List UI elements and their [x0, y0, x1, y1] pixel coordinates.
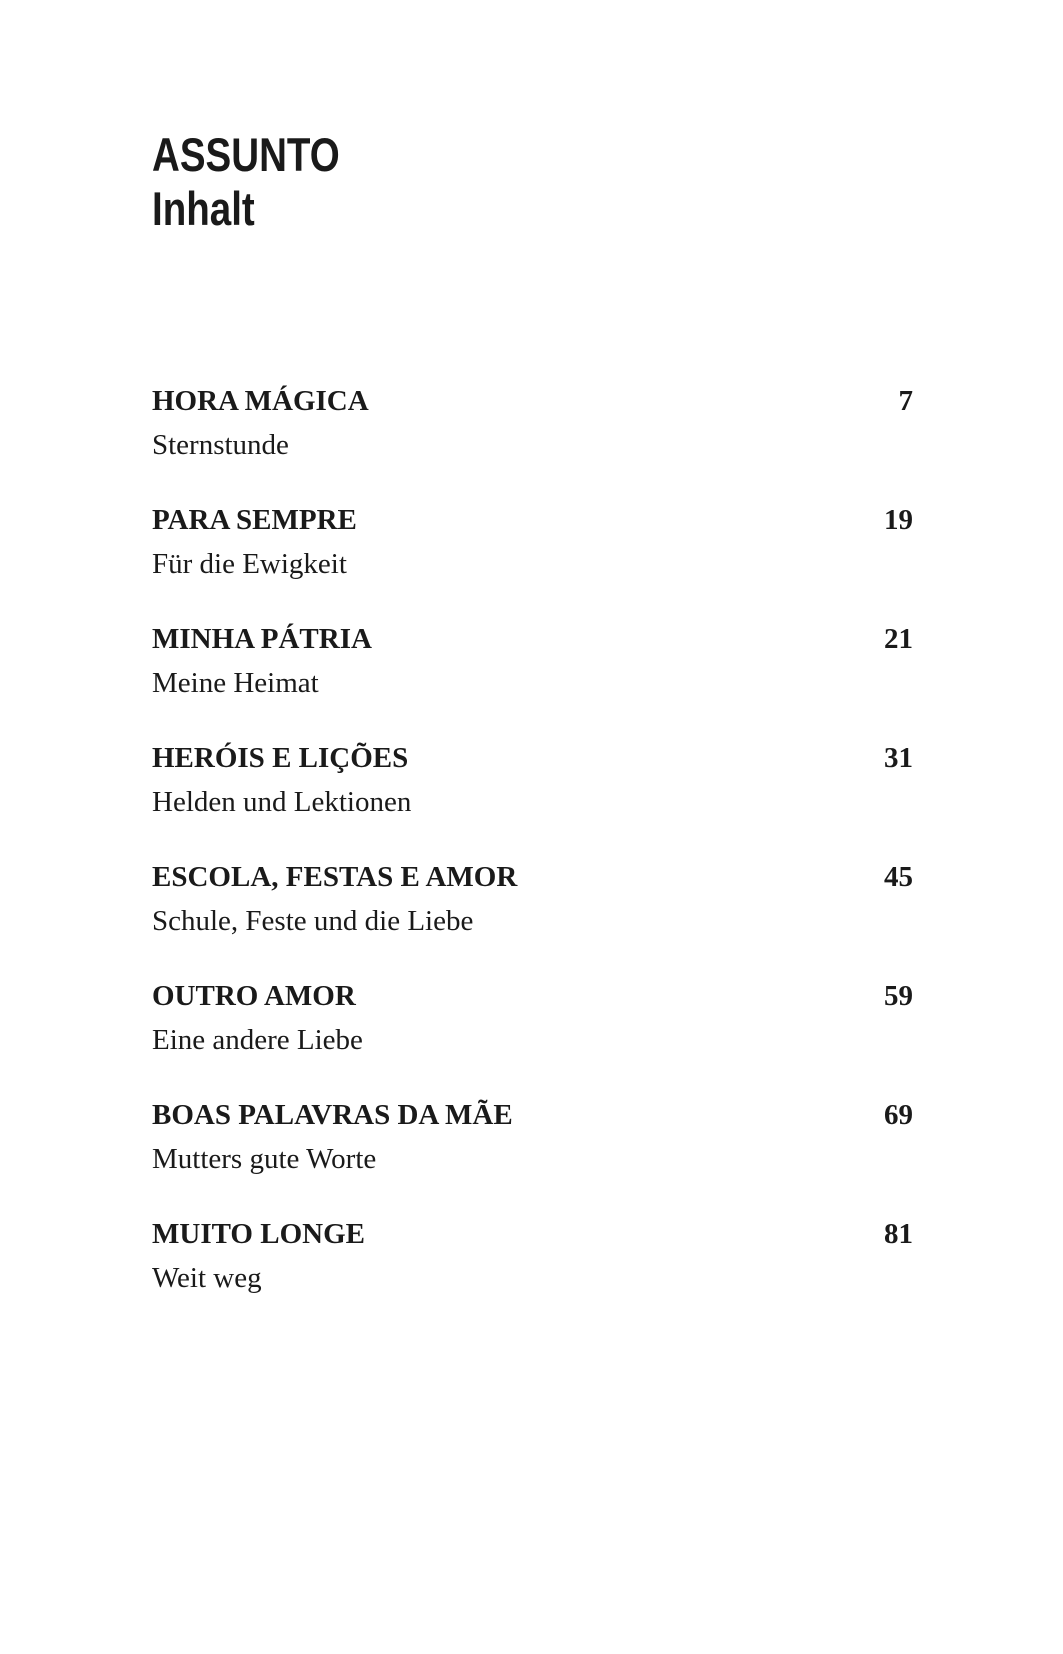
- table-of-contents: [152, 383, 913, 1335]
- toc-entry[interactable]: [152, 978, 913, 1097]
- toc-entry-page: 21: [884, 623, 913, 655]
- toc-entry-page: 45: [884, 861, 913, 893]
- toc-entry[interactable]: [152, 502, 913, 621]
- toc-entry-subtitle: Helden und Lektionen: [152, 786, 412, 818]
- toc-entry-subtitle: Für die Ewigkeit: [152, 548, 347, 580]
- toc-entry-subtitle: Sternstunde: [152, 429, 289, 461]
- toc-entry-title: PARA SEMPRE: [152, 504, 357, 536]
- heading-subtitle: Inhalt: [152, 182, 255, 235]
- toc-entry[interactable]: [152, 621, 913, 740]
- toc-entry-page: 69: [884, 1099, 913, 1131]
- toc-entry-page: 81: [884, 1218, 913, 1250]
- toc-entry-page: 19: [884, 504, 913, 536]
- toc-entry-title: OUTRO AMOR: [152, 980, 356, 1012]
- toc-entry-subtitle: Eine andere Liebe: [152, 1024, 363, 1056]
- toc-entry-title: MUITO LONGE: [152, 1218, 365, 1250]
- toc-entry[interactable]: [152, 1216, 913, 1335]
- toc-entry[interactable]: [152, 859, 913, 978]
- page-heading: [152, 128, 340, 236]
- toc-entry-title: HORA MÁGICA: [152, 385, 369, 417]
- toc-entry-subtitle: Mutters gute Worte: [152, 1143, 377, 1175]
- heading-title: ASSUNTO: [152, 128, 340, 181]
- toc-entry-page: 31: [884, 742, 913, 774]
- toc-entry[interactable]: [152, 740, 913, 859]
- toc-entry[interactable]: [152, 1097, 913, 1216]
- toc-entry-page: 7: [898, 385, 913, 417]
- toc-entry[interactable]: [152, 383, 913, 502]
- toc-entry-page: 59: [884, 980, 913, 1012]
- toc-entry-title: ESCOLA, FESTAS E AMOR: [152, 861, 518, 893]
- toc-entry-title: BOAS PALAVRAS DA MÃE: [152, 1099, 513, 1131]
- toc-entry-subtitle: Meine Heimat: [152, 667, 319, 699]
- toc-entry-title: MINHA PÁTRIA: [152, 623, 372, 655]
- toc-entry-subtitle: Weit weg: [152, 1262, 262, 1294]
- toc-entry-subtitle: Schule, Feste und die Liebe: [152, 905, 474, 937]
- toc-entry-title: HERÓIS E LIÇÕES: [152, 742, 409, 774]
